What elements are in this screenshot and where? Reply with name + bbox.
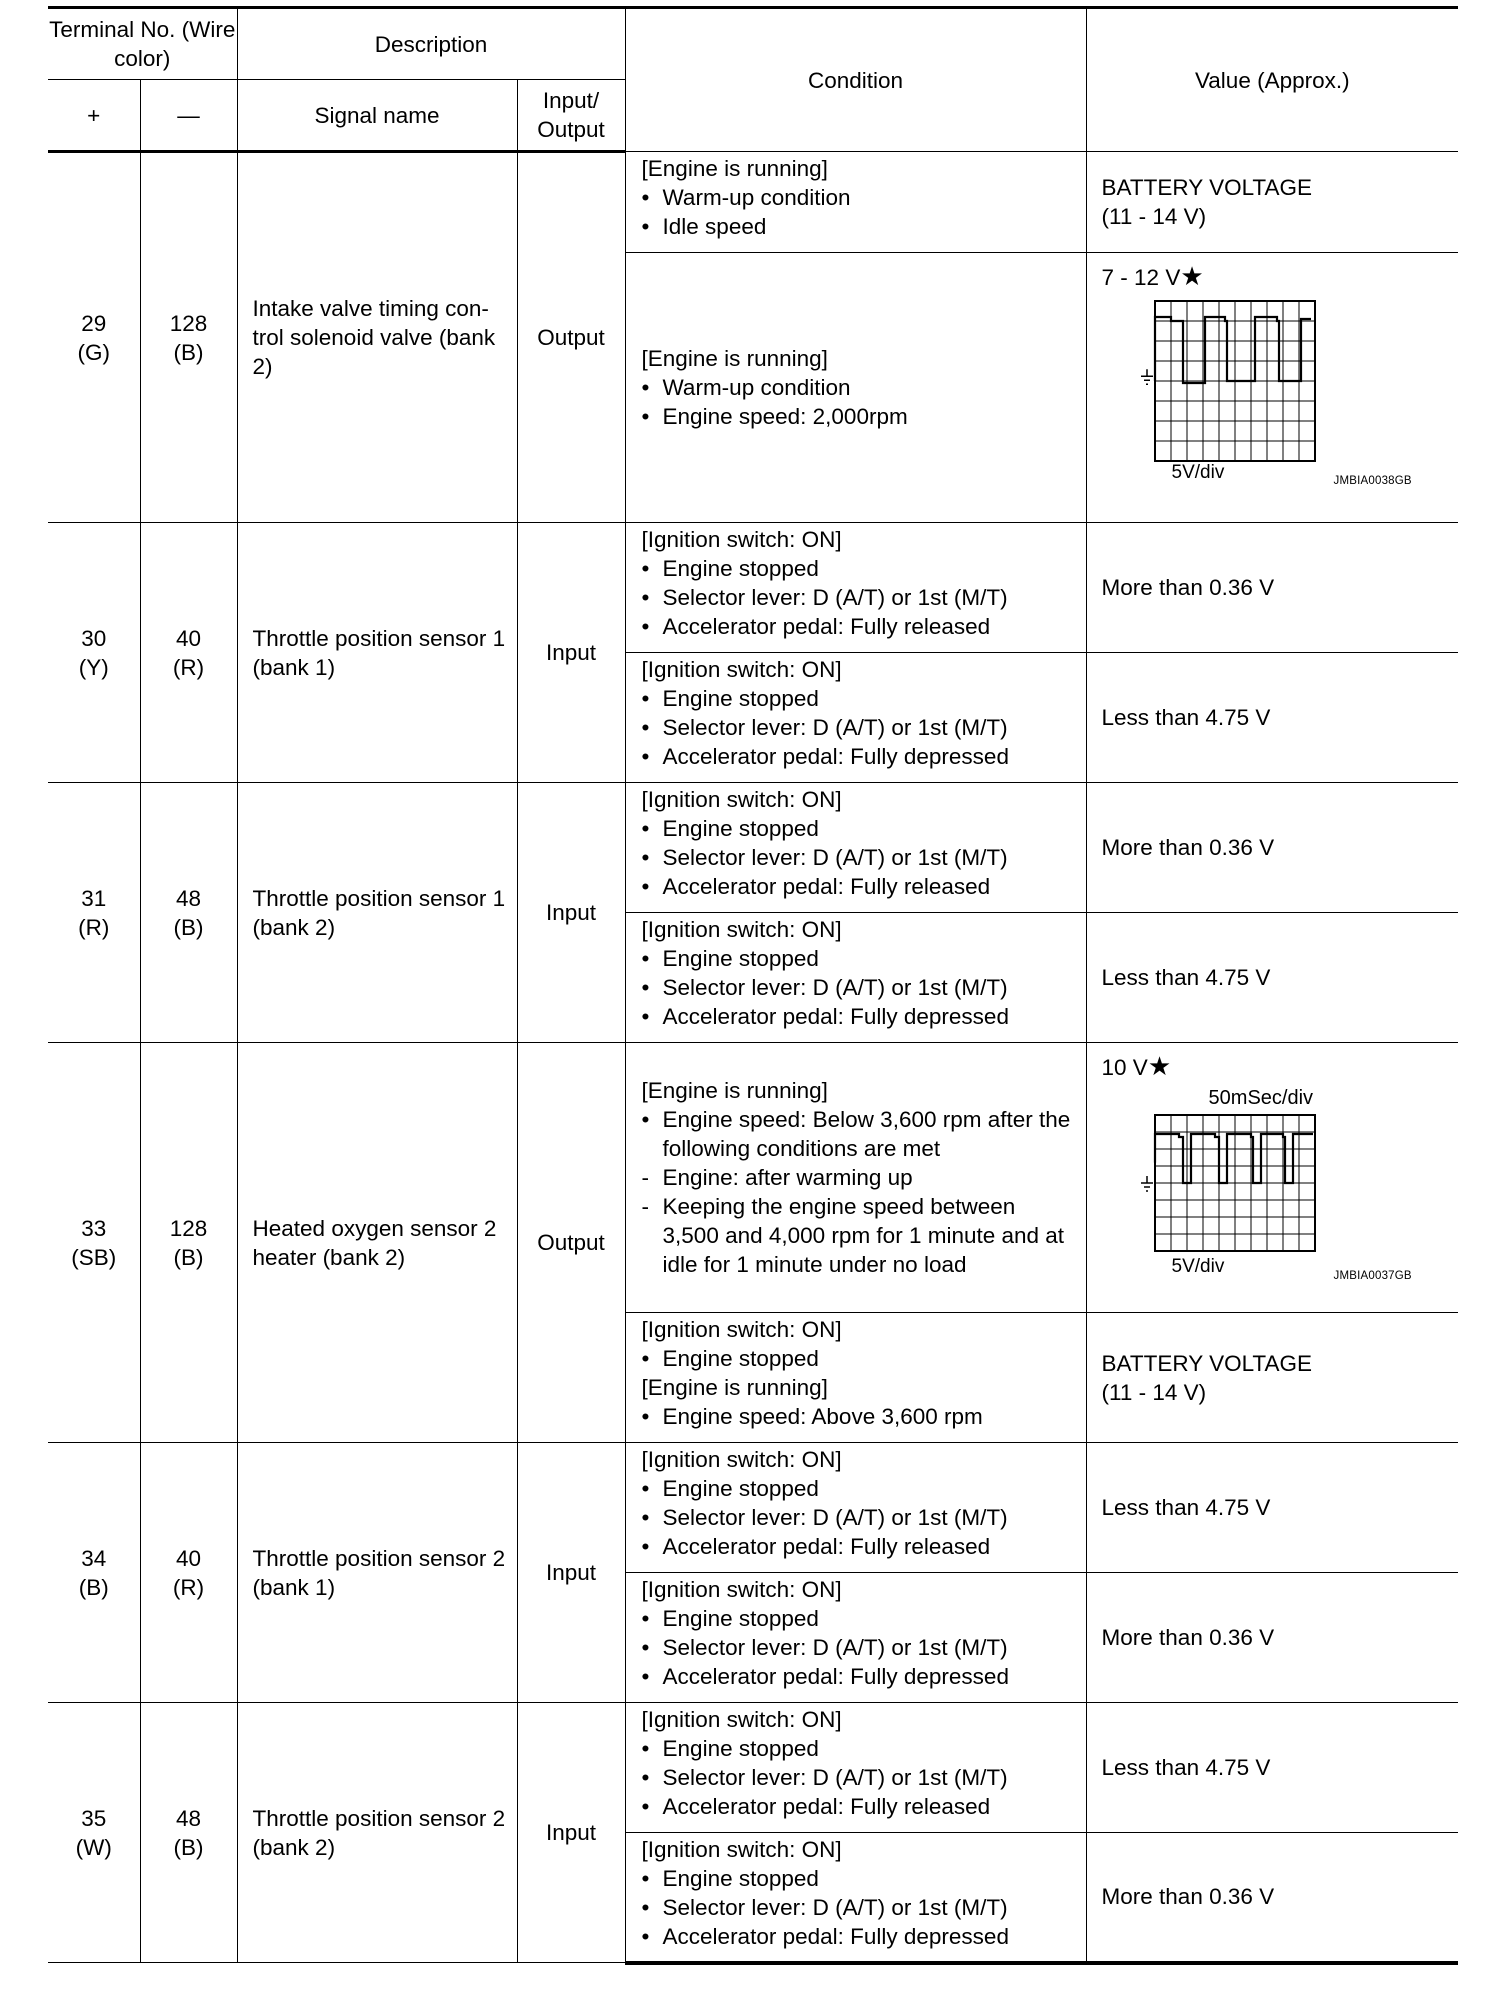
waveform-graph xyxy=(1102,1087,1459,1282)
io-type: Input xyxy=(546,1820,597,1845)
signal-name-cell xyxy=(237,1443,517,1703)
io-cell xyxy=(517,1703,625,1963)
plus-terminal-number: 29 xyxy=(81,310,107,336)
table-row xyxy=(48,523,1458,653)
signal-name-cell xyxy=(237,1703,517,1963)
condition-item: • Selector lever: D (A/T) or 1st (M/T) xyxy=(642,1633,1078,1662)
condition-item: • Selector lever: D (A/T) or 1st (M/T) xyxy=(642,843,1078,872)
value-line xyxy=(1102,703,1459,732)
condition-item: • Selector lever: D (A/T) or 1st (M/T) xyxy=(642,1763,1078,1792)
time-scale-label: 50mSec/div xyxy=(1208,1087,1314,1109)
minus-terminal-cell xyxy=(140,152,237,523)
minus-wire-color: (B) xyxy=(173,339,204,365)
value-line: (11 - 14 V) xyxy=(1101,204,1207,229)
value-header: Value (Approx.) xyxy=(1086,8,1458,152)
condition-cell xyxy=(625,1043,1086,1313)
condition-header: [Ignition switch: ON] xyxy=(641,1447,842,1472)
io-cell xyxy=(517,783,625,1043)
io-cell xyxy=(517,1443,625,1703)
condition-item: • Selector lever: D (A/T) or 1st (M/T) xyxy=(642,973,1078,1002)
reference-star-icon: ★ xyxy=(1147,1051,1172,1081)
condition-header: [Engine is running] xyxy=(641,345,828,371)
plus-wire-color: (Y) xyxy=(78,654,109,680)
value-line xyxy=(1102,1053,1459,1082)
condition-item: • Engine stopped xyxy=(642,1734,1078,1763)
condition-cell xyxy=(625,1703,1086,1833)
value-text: BATTERY VOLTAGE xyxy=(1101,175,1313,200)
minus-terminal-cell xyxy=(140,1043,237,1443)
condition-subitem: - Engine: after warming up xyxy=(642,1163,1078,1192)
plus-wire-color: (W) xyxy=(75,1834,112,1860)
condition-cell xyxy=(625,253,1086,523)
condition-cell xyxy=(625,1313,1086,1443)
value-cell xyxy=(1086,1443,1458,1573)
value-cell xyxy=(1086,1703,1458,1833)
minus-terminal-number: 128 xyxy=(169,310,208,336)
condition-header: [Ignition switch: ON] xyxy=(641,527,842,552)
condition-item: • Warm-up condition xyxy=(642,373,1078,402)
value-line xyxy=(1102,173,1459,202)
header-row-1 xyxy=(48,8,1458,80)
value-text: More than 0.36 V xyxy=(1101,1625,1275,1650)
value-text: 10 V xyxy=(1101,1055,1148,1080)
minus-wire-color: (B) xyxy=(173,1244,204,1270)
condition-header: [Engine is running] xyxy=(641,1375,828,1400)
value-cell xyxy=(1086,1833,1458,1963)
io-cell xyxy=(517,523,625,783)
condition-item: • Warm-up condition xyxy=(642,183,1078,212)
value-cell xyxy=(1086,1043,1458,1313)
value-cell xyxy=(1086,523,1458,653)
condition-item: • Accelerator pedal: Fully released xyxy=(642,612,1078,641)
plus-terminal-cell xyxy=(48,1043,140,1443)
condition-header: [Engine is running] xyxy=(641,1077,828,1103)
condition-header: [Ignition switch: ON] xyxy=(641,1317,842,1342)
condition-cell xyxy=(625,1833,1086,1963)
value-line xyxy=(1102,1349,1459,1378)
condition-cell xyxy=(625,653,1086,783)
condition-item: • Accelerator pedal: Fully depressed xyxy=(642,1002,1078,1031)
signal-name: Intake valve timing con-trol solenoid valve (bank 2) xyxy=(252,296,496,379)
plus-header: + xyxy=(48,80,140,152)
condition-item: • Accelerator pedal: Fully depressed xyxy=(642,1662,1078,1691)
plus-terminal-cell xyxy=(48,523,140,783)
condition-item: • Idle speed xyxy=(642,212,1078,241)
terminal-table-page xyxy=(48,6,1458,1965)
io-header: Input/ Output xyxy=(517,80,625,152)
value-line xyxy=(1102,1882,1459,1911)
minus-terminal-number: 48 xyxy=(175,1805,202,1831)
io-type: Input xyxy=(546,900,597,925)
reference-star-icon: ★ xyxy=(1180,261,1204,291)
table-row xyxy=(48,783,1458,913)
condition-item: • Selector lever: D (A/T) or 1st (M/T) xyxy=(642,1893,1078,1922)
voltage-scale-label: 5V/div xyxy=(1171,462,1225,483)
ground-marker xyxy=(1141,369,1153,384)
value-cell xyxy=(1086,653,1458,783)
io-cell xyxy=(517,152,625,523)
plus-terminal-cell xyxy=(48,152,140,523)
condition-header: [Ignition switch: ON] xyxy=(641,1707,842,1732)
signal-name: Heated oxygen sensor 2 heater (bank 2) xyxy=(252,1215,497,1270)
condition-item: • Engine stopped xyxy=(642,944,1078,973)
figure-id: JMBIA0038GB xyxy=(1333,475,1412,487)
terminal-header: Terminal No. (Wire color) xyxy=(48,8,237,80)
condition-subitem: - Keeping the engine speed between 3,500 and 4,000 rpm for 1 minute and at idle for 1 minute under no load xyxy=(642,1192,1078,1279)
condition-item: • Accelerator pedal: Fully released xyxy=(642,1532,1078,1561)
condition-cell xyxy=(625,913,1086,1043)
table-row xyxy=(48,152,1458,253)
condition-header: [Ignition switch: ON] xyxy=(641,917,842,942)
value-cell xyxy=(1086,1313,1458,1443)
condition-header: [Ignition switch: ON] xyxy=(641,1577,842,1602)
value-cell xyxy=(1086,152,1458,253)
signal-name: Throttle position sensor 1 (bank 2) xyxy=(252,885,506,940)
io-type: Output xyxy=(537,1230,605,1255)
value-text: More than 0.36 V xyxy=(1101,575,1275,600)
plus-wire-color: (B) xyxy=(78,1574,109,1600)
value-text: Less than 4.75 V xyxy=(1101,965,1271,990)
minus-terminal-cell xyxy=(140,783,237,1043)
value-cell xyxy=(1086,783,1458,913)
signal-trace xyxy=(1155,1134,1313,1183)
condition-item: • Accelerator pedal: Fully released xyxy=(642,872,1078,901)
value-line xyxy=(1102,1753,1459,1782)
plus-terminal-cell xyxy=(48,1703,140,1963)
value-text: More than 0.36 V xyxy=(1101,1884,1275,1910)
condition-item: • Engine speed: Above 3,600 rpm xyxy=(642,1402,1078,1431)
condition-header: [Ignition switch: ON] xyxy=(641,787,842,812)
signal-name: Throttle position sensor 2 (bank 2) xyxy=(252,1805,506,1860)
condition-item: • Engine speed: 2,000rpm xyxy=(642,402,1078,431)
condition-item: • Selector lever: D (A/T) or 1st (M/T) xyxy=(642,713,1078,742)
minus-wire-color: (B) xyxy=(173,1834,204,1860)
condition-header: [Engine is running] xyxy=(641,156,828,181)
value-line xyxy=(1102,263,1459,292)
condition-header: [Ignition switch: ON] xyxy=(641,657,842,682)
value-line xyxy=(1102,573,1459,602)
description-header: Description xyxy=(237,8,625,80)
signal-name-cell xyxy=(237,523,517,783)
condition-item: • Accelerator pedal: Fully depressed xyxy=(642,1922,1078,1951)
plus-terminal-cell xyxy=(48,1443,140,1703)
condition-item: • Engine stopped xyxy=(642,684,1078,713)
condition-header: Condition xyxy=(625,8,1086,152)
plus-wire-color: (R) xyxy=(78,914,110,940)
value-line xyxy=(1102,963,1459,992)
value-cell xyxy=(1086,1573,1458,1703)
condition-item: • Engine stopped xyxy=(642,814,1078,843)
condition-item: • Engine stopped xyxy=(642,554,1078,583)
plus-wire-color: (G) xyxy=(77,339,110,365)
plus-terminal-number: 35 xyxy=(81,1805,107,1831)
minus-header: — xyxy=(140,80,237,152)
io-type: Output xyxy=(537,325,605,350)
value-cell xyxy=(1086,913,1458,1043)
value-text: 7 - 12 V xyxy=(1101,265,1181,290)
waveform-graph xyxy=(1102,298,1459,487)
plus-terminal-number: 30 xyxy=(81,625,107,651)
signal-name-cell xyxy=(237,783,517,1043)
condition-cell xyxy=(625,1573,1086,1703)
value-line xyxy=(1102,833,1459,862)
signal-trace xyxy=(1155,317,1311,383)
value-line: (11 - 14 V) xyxy=(1101,1379,1207,1405)
minus-terminal-number: 48 xyxy=(175,885,202,911)
terminal-table xyxy=(48,6,1458,1965)
plus-terminal-number: 31 xyxy=(81,885,107,911)
condition-item: • Engine stopped xyxy=(642,1344,1078,1373)
minus-terminal-cell xyxy=(140,523,237,783)
signal-name: Throttle position sensor 1 (bank 1) xyxy=(252,625,506,680)
condition-header: [Ignition switch: ON] xyxy=(641,1837,842,1862)
condition-item: • Selector lever: D (A/T) or 1st (M/T) xyxy=(642,583,1078,612)
io-type: Input xyxy=(546,640,597,665)
figure-id: JMBIA0037GB xyxy=(1333,1270,1412,1282)
signal-name-cell xyxy=(237,152,517,523)
voltage-scale-label: 5V/div xyxy=(1171,1256,1225,1277)
plus-terminal-cell xyxy=(48,783,140,1043)
oscilloscope-grid xyxy=(1102,298,1422,483)
signal-name-cell xyxy=(237,1043,517,1443)
signal-name: Throttle position sensor 2 (bank 1) xyxy=(252,1545,506,1600)
value-text: More than 0.36 V xyxy=(1101,835,1275,860)
table-row xyxy=(48,1043,1458,1313)
io-cell xyxy=(517,1043,625,1443)
minus-terminal-cell xyxy=(140,1443,237,1703)
condition-cell xyxy=(625,152,1086,253)
plus-terminal-number: 34 xyxy=(81,1545,107,1571)
condition-item: • Engine stopped xyxy=(642,1864,1078,1893)
value-line xyxy=(1102,1623,1459,1652)
value-cell xyxy=(1086,253,1458,523)
condition-cell xyxy=(625,523,1086,653)
condition-cell xyxy=(625,1443,1086,1573)
table-row xyxy=(48,1703,1458,1833)
condition-item: • Selector lever: D (A/T) or 1st (M/T) xyxy=(642,1503,1078,1532)
condition-item: • Engine stopped xyxy=(642,1474,1078,1503)
minus-wire-color: (B) xyxy=(173,914,204,940)
minus-terminal-number: 40 xyxy=(175,1545,202,1571)
oscilloscope-grid xyxy=(1102,1088,1422,1273)
minus-wire-color: (R) xyxy=(172,654,205,680)
value-text: BATTERY VOLTAGE xyxy=(1101,1350,1313,1376)
condition-item: • Engine speed: Below 3,600 rpm after the following conditions are met xyxy=(642,1105,1078,1163)
plus-wire-color: (SB) xyxy=(71,1244,117,1270)
minus-terminal-cell xyxy=(140,1703,237,1963)
table-row xyxy=(48,1443,1458,1573)
condition-item: • Engine stopped xyxy=(642,1604,1078,1633)
condition-cell xyxy=(625,783,1086,913)
signal-header: Signal name xyxy=(237,80,517,152)
value-text: Less than 4.75 V xyxy=(1101,1755,1271,1780)
condition-item: • Accelerator pedal: Fully depressed xyxy=(642,742,1078,771)
io-type: Input xyxy=(546,1560,597,1585)
plus-terminal-number: 33 xyxy=(81,1215,107,1241)
value-text: Less than 4.75 V xyxy=(1101,1495,1271,1520)
value-text: Less than 4.75 V xyxy=(1101,705,1271,730)
condition-item: • Accelerator pedal: Fully released xyxy=(642,1792,1078,1821)
minus-terminal-number: 40 xyxy=(175,625,202,651)
ground-marker xyxy=(1141,1176,1153,1191)
minus-terminal-number: 128 xyxy=(169,1215,208,1241)
value-line xyxy=(1102,1493,1459,1522)
minus-wire-color: (R) xyxy=(172,1574,205,1600)
